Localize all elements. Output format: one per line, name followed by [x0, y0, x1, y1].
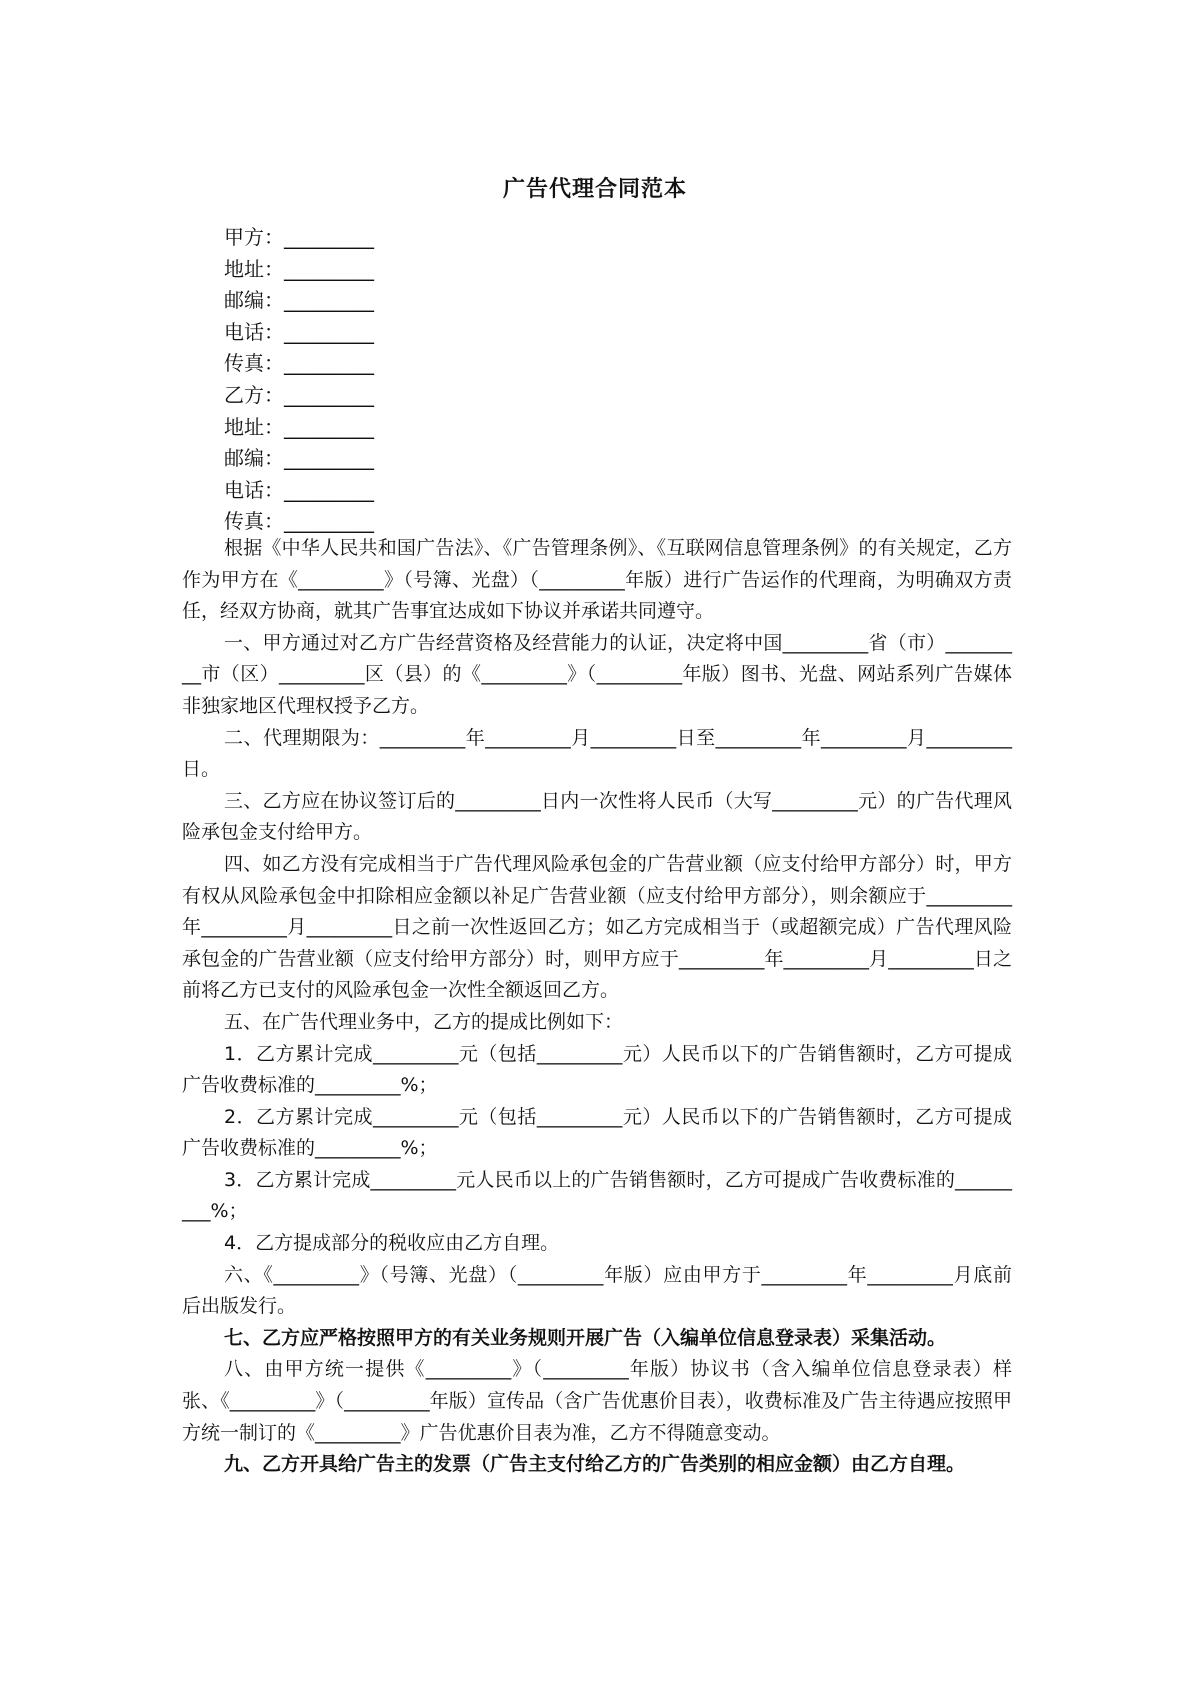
document-title: 广告代理合同范本: [502, 177, 687, 202]
contract-body: [182, 533, 1012, 1481]
party-line: [224, 348, 374, 380]
party-line: [224, 285, 374, 317]
party-blank: _________: [284, 509, 374, 534]
contract-paragraph: 四、如乙方没有完成相当于广告代理风险承包金的广告营业额（应支付给甲方部分）时，甲方有权从风险承包金中扣除相应金额以补足广告营业额（应支付给甲方部分），则余额应于_________年_________月_________日之前一次性返回乙方；如乙方完成相当于（或超额完成）广告代理风险承包金的广告营业额（应支付给甲方部分）时，则甲方应于_________年_________月_________日之前将乙方已支付的风险承包金一次性全额返回乙方。: [182, 852, 1012, 1002]
contract-paragraph: 2．乙方累计完成_________元（包括_________元）人民币以下的广告销售额时，乙方可提成广告收费标准的_________%；: [182, 1105, 1012, 1160]
party-line: [224, 380, 374, 412]
contract-paragraph: 4．乙方提成部分的税收应由乙方自理。: [224, 1232, 560, 1255]
contract-paragraph: 根据《中华人民共和国广告法》、《广告管理条例》、《互联网信息管理条例》的有关规定，乙方作为甲方在《_________》（号簿、光盘）（_________年版）进行广告运作的代理商，为明确双方责任，经双方协商，就其广告事宜达成如下协议并承诺共同遵守。: [182, 537, 1012, 623]
party-line: [224, 443, 374, 475]
party-label: 乙方：: [224, 382, 284, 407]
contract-paragraph: 七、乙方应严格按照甲方的有关业务规则开展广告（入编单位信息登录表）采集活动。: [224, 1326, 947, 1349]
party-line: [224, 475, 374, 507]
party-label: 传真：: [224, 351, 284, 376]
party-label: 地址：: [224, 414, 284, 439]
contract-paragraph: 3．乙方累计完成_________元人民币以上的广告销售额时，乙方可提成广告收费标准的_________%；: [182, 1168, 1012, 1223]
contract-paragraph: 六、《_________》（号簿、光盘）（_________年版）应由甲方于_________年_________月底前后出版发行。: [182, 1263, 1012, 1318]
party-blank: _________: [284, 382, 374, 407]
contract-paragraph: 九、乙方开具给广告主的发票（广告主支付给乙方的广告类别的相应金额）由乙方自理。: [224, 1453, 966, 1476]
party-blank: _________: [284, 351, 374, 376]
party-line: [224, 317, 374, 349]
party-blank: _________: [284, 288, 374, 313]
contract-paragraph: 五、在广告代理业务中，乙方的提成比例如下：: [224, 1010, 624, 1033]
party-label: 甲方：: [224, 225, 284, 249]
party-line: [224, 254, 374, 286]
party-label: 电话：: [224, 319, 284, 344]
party-label: 电话：: [224, 477, 284, 502]
party-label: 邮编：: [224, 446, 284, 471]
contract-paragraph: 八、由甲方统一提供《_________》（_________年版）协议书（含入编单位信息登录表）样张、《_________》（_________年版）宣传品（含广告优惠价目表），收费标准及广告主待遇应按照甲方统一制订的《_________》广告优惠价目表为准，乙方不得随意变动。: [182, 1358, 1012, 1444]
party-label: 传真：: [224, 509, 284, 534]
party-blank: _________: [284, 225, 374, 249]
contract-paragraph: 一、甲方通过对乙方广告经营资格及经营能力的认证，决定将中国_________省（市）_________市（区）_________区（县）的《_________》（_________年版）图书、光盘、网站系列广告媒体非独家地区代理权授予乙方。: [182, 631, 1012, 717]
contract-paragraph: 三、乙方应在协议签订后的_________日内一次性将人民币（大写_________元）的广告代理风险承包金支付给甲方。: [182, 789, 1012, 844]
party-blank: _________: [284, 414, 374, 439]
contract-paragraph: 1．乙方累计完成_________元（包括_________元）人民币以下的广告销售额时，乙方可提成广告收费标准的_________%；: [182, 1042, 1012, 1097]
party-label: 邮编：: [224, 288, 284, 313]
party-blank: _________: [284, 477, 374, 502]
party-blank: _________: [284, 256, 374, 281]
party-line: [224, 222, 374, 254]
contract-paragraph: 二、代理期限为：_________年_________月_________日至_________年_________月_________日。: [182, 726, 1012, 781]
party-label: 地址：: [224, 256, 284, 281]
party-blank: _________: [284, 319, 374, 344]
party-line: [224, 412, 374, 444]
party-blank: _________: [284, 446, 374, 471]
parties-block: [224, 222, 374, 538]
